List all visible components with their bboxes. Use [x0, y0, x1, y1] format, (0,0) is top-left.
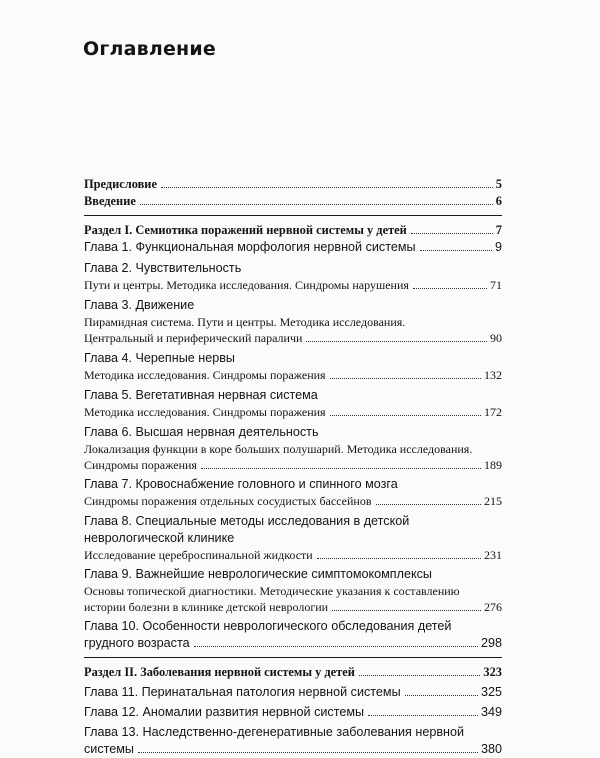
chapter-title: Глава 4. Черепные нервы: [84, 351, 235, 365]
dot-leader: [359, 675, 481, 676]
toc-page-number: 172: [484, 405, 502, 419]
toc-chapter-1[interactable]: [84, 239, 502, 256]
toc-chapter-5[interactable]: [84, 387, 502, 420]
chapter-title: Глава 1. Функциональная морфология нервной системы: [84, 240, 416, 254]
toc-chapter-7[interactable]: [84, 476, 502, 509]
chapter-title: Глава 5. Вегетативная нервная система: [84, 388, 318, 402]
chapter-title: Глава 6. Высшая нервная деятельность: [84, 425, 319, 439]
chapter-title: Глава 2. Чувствительность: [84, 261, 242, 275]
toc-chapter-2[interactable]: [84, 260, 502, 293]
chapter-title: Глава 3. Движение: [84, 298, 195, 312]
toc-page-number: 298: [480, 636, 502, 650]
toc-section-2[interactable]: [84, 664, 502, 681]
toc-page-number: 380: [480, 742, 502, 756]
chapter-subtitle: Методика исследования. Синдромы поражения: [84, 368, 326, 382]
toc-section-label: Раздел II. Заболевания нервной системы у детей: [84, 665, 355, 679]
toc-section-label: Раздел I. Семиотика поражений нервной системы у детей: [84, 223, 407, 237]
dot-leader: [330, 415, 481, 416]
toc-chapter-13[interactable]: [84, 724, 502, 758]
chapter-title: Глава 12. Аномалии развития нервной системы: [84, 705, 365, 719]
dot-leader: [411, 233, 493, 234]
page-title: Оглавление: [83, 38, 216, 60]
chapter-title: Глава 10. Особенности неврологического обследования детей: [84, 619, 452, 633]
toc-entry-preface[interactable]: [84, 176, 502, 193]
dot-leader: [405, 695, 478, 696]
dot-leader: [138, 752, 478, 753]
table-of-contents: [84, 176, 502, 758]
chapter-title: системы: [84, 742, 134, 756]
toc-chapter-3[interactable]: [84, 297, 502, 346]
toc-page-number: 90: [490, 331, 502, 345]
toc-chapter-6[interactable]: [84, 424, 502, 473]
toc-entry-label: Предисловие: [84, 177, 157, 191]
dot-leader: [194, 646, 478, 647]
toc-page-number: 215: [484, 494, 502, 508]
chapter-title: Глава 9. Важнейшие неврологические симптомокомплексы: [84, 567, 432, 581]
dot-leader: [330, 378, 481, 379]
toc-page-number: 7: [495, 223, 502, 237]
chapter-subtitle: Центральный и периферический параличи: [84, 331, 303, 345]
chapter-title: Глава 11. Перинатальная патология нервной системы: [84, 685, 401, 699]
toc-chapter-12[interactable]: [84, 704, 502, 721]
chapter-subtitle: Исследование цереброспинальной жидкости: [84, 548, 313, 562]
chapter-subtitle: Синдромы поражения: [84, 458, 197, 472]
toc-page-number: 6: [495, 194, 502, 208]
chapter-subtitle: Основы топической диагностики. Методические указания к составлению: [84, 584, 460, 598]
divider: [84, 215, 502, 216]
chapter-subtitle: истории болезни в клинике детской неврологии: [84, 600, 329, 614]
chapter-title: грудного возраста: [84, 636, 190, 650]
dot-leader: [376, 504, 481, 505]
chapter-subtitle: Синдромы поражения отдельных сосудистых бассейнов: [84, 494, 372, 508]
dot-leader: [140, 204, 493, 205]
chapter-subtitle: Методика исследования. Синдромы поражения: [84, 405, 326, 419]
chapter-title: Глава 8. Специальные методы исследования в детской: [84, 514, 410, 528]
dot-leader: [420, 250, 492, 251]
chapter-subtitle: Пути и центры. Методика исследования. Синдромы нарушения: [84, 278, 409, 292]
toc-page-number: 323: [483, 665, 502, 679]
dot-leader: [413, 288, 487, 289]
toc-chapter-9[interactable]: [84, 566, 502, 615]
chapter-title: Глава 13. Наследственно-дегенеративные заболевания нервной: [84, 725, 465, 739]
toc-page-number: 349: [480, 705, 502, 719]
toc-page-number: 132: [484, 368, 502, 382]
toc-page-number: 5: [495, 177, 502, 191]
chapter-subtitle: Локализация функции в коре больших полушарий. Методика исследования.: [84, 442, 473, 456]
chapter-subtitle: Пирамидная система. Пути и центры. Методика исследования.: [84, 315, 406, 329]
dot-leader: [317, 558, 481, 559]
toc-page-number: 231: [484, 548, 502, 562]
toc-chapter-10[interactable]: [84, 618, 502, 652]
dot-leader: [201, 468, 481, 469]
toc-page-number: 325: [480, 685, 502, 699]
toc-entry-label: Введение: [84, 194, 136, 208]
dot-leader: [368, 715, 478, 716]
divider: [84, 657, 502, 658]
toc-page-number: 189: [484, 458, 502, 472]
dot-leader: [161, 187, 493, 188]
toc-chapter-8[interactable]: [84, 513, 502, 563]
toc-page-number: 71: [490, 278, 502, 292]
toc-chapter-4[interactable]: [84, 350, 502, 383]
chapter-title: Глава 7. Кровоснабжение головного и спинного мозга: [84, 477, 398, 491]
toc-entry-introduction[interactable]: [84, 193, 502, 210]
chapter-title: неврологической клинике: [84, 531, 235, 545]
dot-leader: [306, 341, 487, 342]
dot-leader: [332, 610, 481, 611]
toc-page-number: 276: [484, 600, 502, 614]
toc-page-number: 9: [494, 240, 502, 254]
toc-section-1[interactable]: [84, 222, 502, 239]
toc-chapter-11[interactable]: [84, 684, 502, 701]
